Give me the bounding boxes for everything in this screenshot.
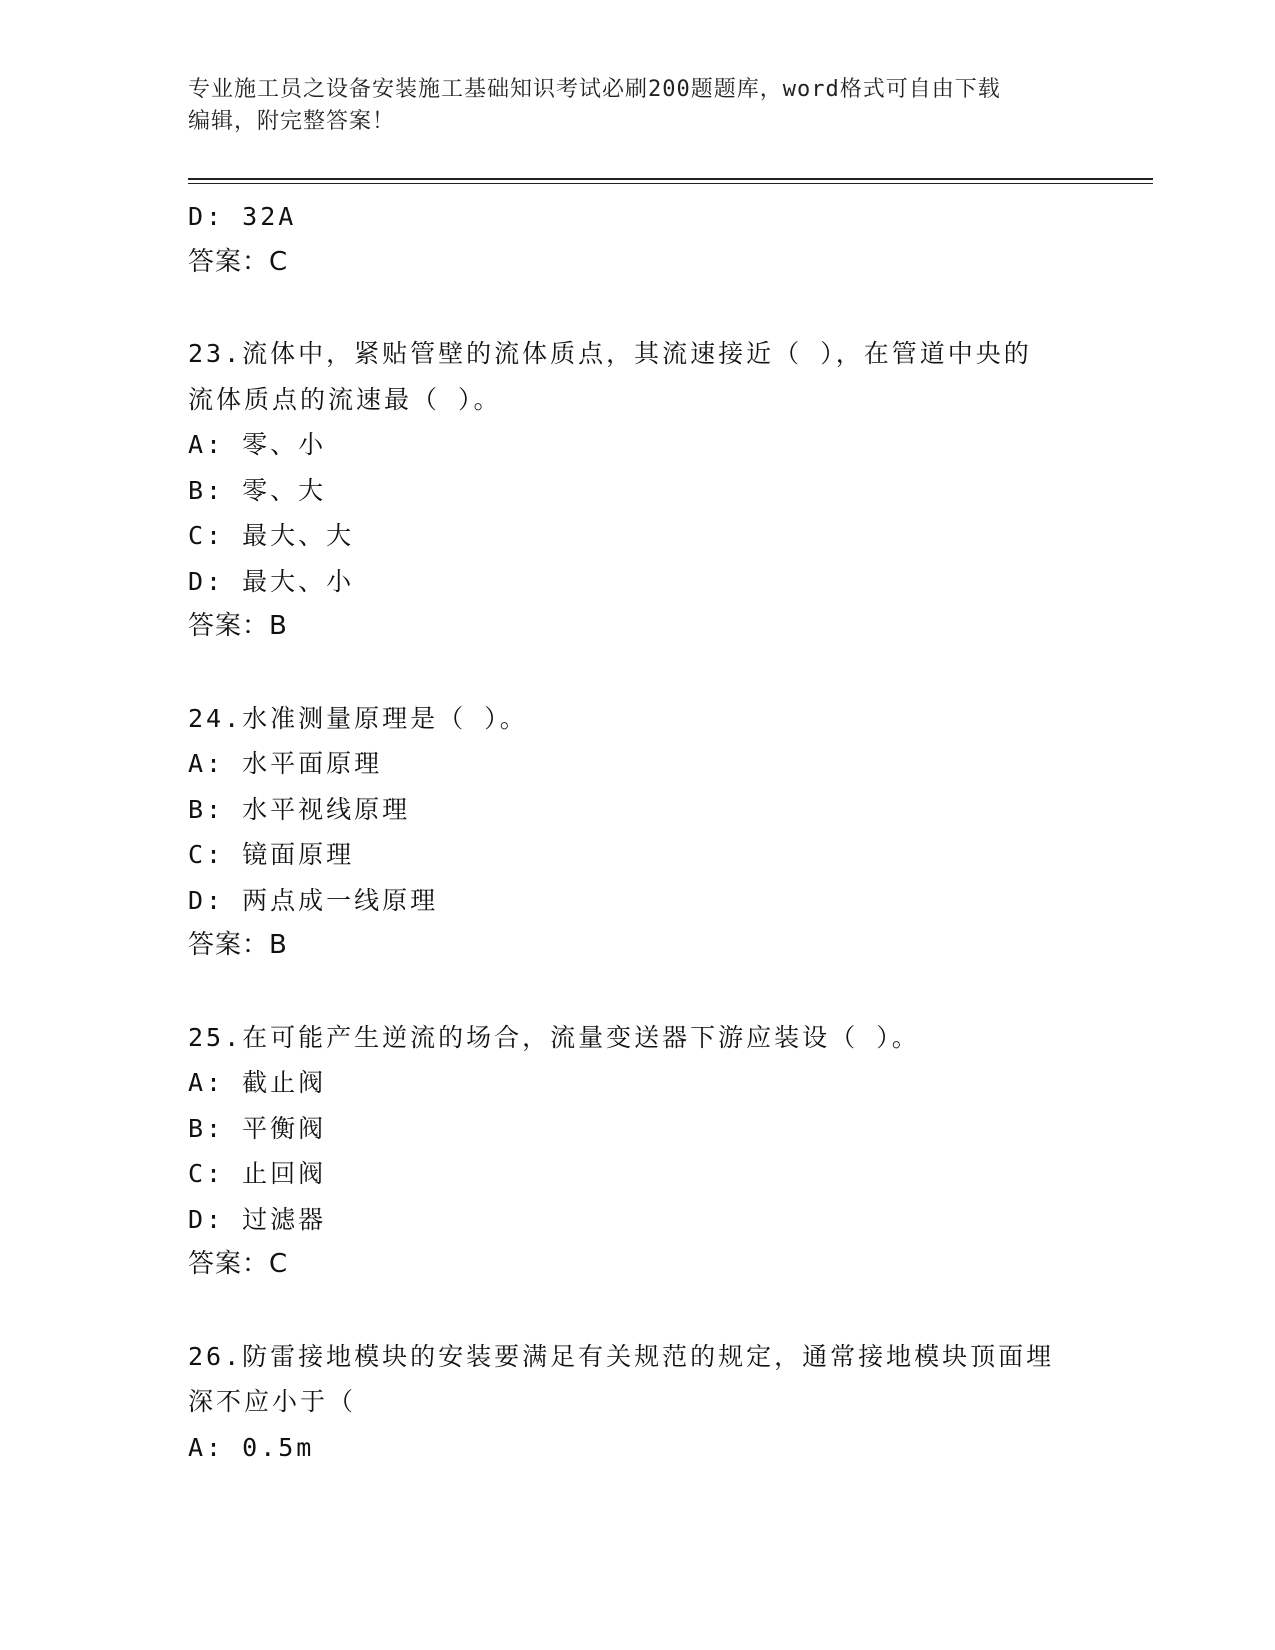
spacer bbox=[188, 285, 1088, 331]
question-list bbox=[188, 194, 1088, 1470]
question-text: 23.流体中，紧贴管壁的流体质点，其流速接近（ ），在管道中央的 bbox=[188, 339, 1032, 368]
header-divider bbox=[188, 178, 1153, 180]
question-26 bbox=[188, 1334, 1088, 1471]
option-a: A: 零、小 bbox=[188, 430, 327, 459]
question-text-continued: 深不应小于（ bbox=[188, 1387, 357, 1416]
option-b: B: 平衡阀 bbox=[188, 1113, 327, 1143]
option-c: C: 止回阀 bbox=[188, 1159, 327, 1188]
answer-label: 答案：B bbox=[188, 611, 288, 641]
spacer bbox=[188, 969, 1088, 1015]
header-line-2: 编辑，附完整答案！ bbox=[188, 109, 396, 134]
answer-label: 答案：C bbox=[188, 1249, 289, 1279]
option-c: C: 最大、大 bbox=[188, 521, 355, 550]
question-24 bbox=[188, 696, 1088, 969]
question-25 bbox=[188, 1015, 1088, 1288]
option-a: A: 截止阀 bbox=[188, 1068, 327, 1097]
spacer bbox=[188, 1288, 1088, 1334]
option-a: A: 0.5m bbox=[188, 1432, 315, 1462]
question-text: 26.防雷接地模块的安装要满足有关规范的规定，通常接地模块顶面埋 bbox=[188, 1341, 1055, 1371]
header-line-1: 专业施工员之设备安装施工基础知识考试必刷200题题库，word格式可自由下载 bbox=[188, 77, 1001, 102]
answer-label: 答案：C bbox=[188, 246, 289, 277]
option-c: C: 镜面原理 bbox=[188, 840, 355, 869]
question-text: 24.水准测量原理是（ ）。 bbox=[188, 703, 528, 733]
option-a: A: 水平面原理 bbox=[188, 749, 383, 778]
option-b: B: 零、大 bbox=[188, 475, 327, 505]
option-d: D: 最大、小 bbox=[188, 566, 355, 596]
option-d: D: 32A bbox=[188, 202, 297, 231]
document-header bbox=[188, 74, 1088, 138]
option-b: B: 水平视线原理 bbox=[188, 794, 411, 824]
spacer bbox=[188, 650, 1088, 696]
question-22-tail bbox=[188, 194, 1088, 285]
question-text-continued: 流体质点的流速最（ ）。 bbox=[188, 384, 502, 414]
question-23 bbox=[188, 331, 1088, 650]
question-text: 25.在可能产生逆流的场合，流量变送器下游应装设（ ）。 bbox=[188, 1022, 920, 1052]
header-divider-thin bbox=[188, 183, 1153, 184]
option-d: D: 两点成一线原理 bbox=[188, 885, 439, 915]
option-d: D: 过滤器 bbox=[188, 1204, 327, 1234]
answer-label: 答案：B bbox=[188, 930, 288, 960]
